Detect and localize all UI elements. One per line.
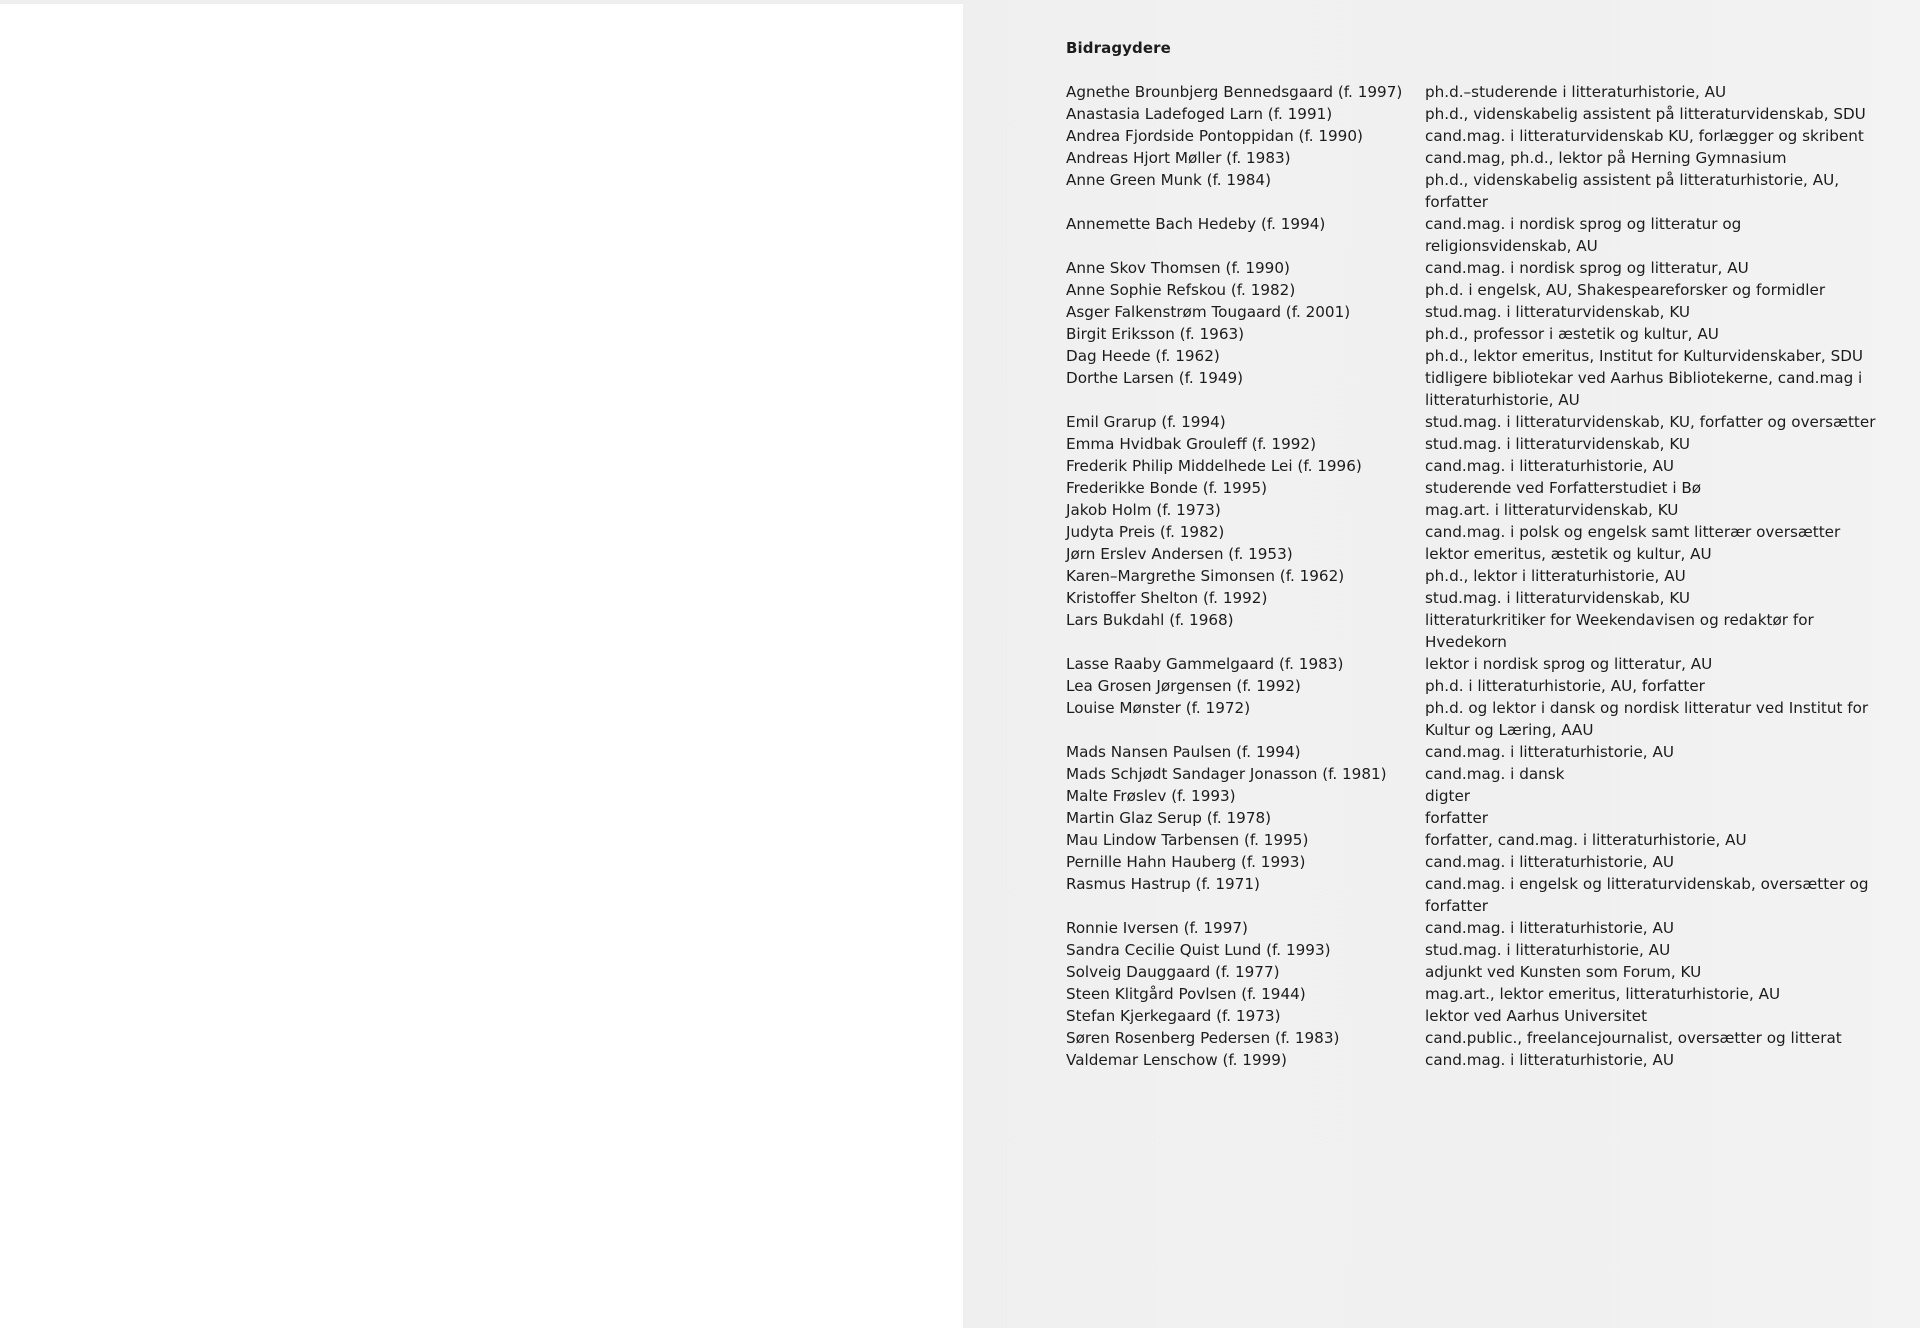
contributor-row: [1066, 785, 1886, 807]
contributor-name: Annemette Bach Hedeby (f. 1994): [1066, 215, 1326, 233]
contributor-row: [1066, 301, 1886, 323]
contributor-row: [1066, 565, 1886, 587]
contributor-role: cand.mag. i litteraturvidenskab KU, forlægger og skribent: [1425, 127, 1864, 145]
contributor-row: [1066, 411, 1886, 433]
contributor-row: [1066, 455, 1886, 477]
contributor-role: tidligere bibliotekar ved Aarhus Bibliotekerne, cand.mag i litteraturhistorie, AU: [1425, 369, 1863, 409]
contributor-role: cand.mag, ph.d., lektor på Herning Gymnasium: [1425, 149, 1787, 167]
contributor-row: [1066, 741, 1886, 763]
contributor-name: Mads Nansen Paulsen (f. 1994): [1066, 743, 1301, 761]
contributor-name: Lasse Raaby Gammelgaard (f. 1983): [1066, 655, 1344, 673]
contributor-name: Malte Frøslev (f. 1993): [1066, 787, 1236, 805]
contributor-name: Martin Glaz Serup (f. 1978): [1066, 809, 1272, 827]
contributor-row: [1066, 521, 1886, 543]
contributor-name: Anastasia Ladefoged Larn (f. 1991): [1066, 105, 1333, 123]
contributor-row: [1066, 807, 1886, 829]
contributor-row: [1066, 829, 1886, 851]
contributor-role: ph.d. i litteraturhistorie, AU, forfatter: [1425, 677, 1705, 695]
contributor-role: cand.mag. i polsk og engelsk samt litterær oversætter: [1425, 523, 1841, 541]
contributor-name: Valdemar Lenschow (f. 1999): [1066, 1051, 1287, 1069]
contributor-row: [1066, 609, 1886, 653]
contributor-name: Lea Grosen Jørgensen (f. 1992): [1066, 677, 1301, 695]
contributor-name: Jakob Holm (f. 1973): [1066, 501, 1221, 519]
contributor-name: Louise Mønster (f. 1972): [1066, 699, 1251, 717]
contributor-row: [1066, 543, 1886, 565]
contributor-role: stud.mag. i litteraturvidenskab, KU: [1425, 303, 1691, 321]
contributor-name: Rasmus Hastrup (f. 1971): [1066, 875, 1260, 893]
contributor-role: ph.d., videnskabelig assistent på litteraturhistorie, AU, forfatter: [1425, 171, 1840, 211]
contributor-role: digter: [1425, 787, 1471, 805]
contributor-name: Jørn Erslev Andersen (f. 1953): [1066, 545, 1293, 563]
contributor-name: Anne Green Munk (f. 1984): [1066, 171, 1272, 189]
contributor-role: cand.mag. i litteraturhistorie, AU: [1425, 853, 1674, 871]
contributor-row: [1066, 213, 1886, 257]
contributor-role: stud.mag. i litteraturvidenskab, KU, forfatter og oversætter: [1425, 413, 1876, 431]
contributor-role: cand.public., freelancejournalist, oversætter og litterat: [1425, 1029, 1842, 1047]
contributor-role: ph.d., professor i æstetik og kultur, AU: [1425, 325, 1719, 343]
contributor-row: [1066, 433, 1886, 455]
contributor-name: Kristoffer Shelton (f. 1992): [1066, 589, 1268, 607]
contributor-row: [1066, 1005, 1886, 1027]
contributors-section: [1066, 38, 1886, 1071]
contributor-name: Anne Skov Thomsen (f. 1990): [1066, 259, 1290, 277]
contributor-role: cand.mag. i nordisk sprog og litteratur og religionsvidenskab, AU: [1425, 215, 1742, 255]
contributor-name: Ronnie Iversen (f. 1997): [1066, 919, 1248, 937]
contributor-role: cand.mag. i litteraturhistorie, AU: [1425, 743, 1674, 761]
contributor-name: Pernille Hahn Hauberg (f. 1993): [1066, 853, 1306, 871]
contributor-role: mag.art. i litteraturvidenskab, KU: [1425, 501, 1679, 519]
contributor-row: [1066, 917, 1886, 939]
contributor-row: [1066, 653, 1886, 675]
contributor-row: [1066, 323, 1886, 345]
contributor-name: Andrea Fjordside Pontoppidan (f. 1990): [1066, 127, 1363, 145]
contributor-role: stud.mag. i litteraturvidenskab, KU: [1425, 435, 1691, 453]
contributor-row: [1066, 279, 1886, 301]
contributor-role: cand.mag. i litteraturhistorie, AU: [1425, 1051, 1674, 1069]
contributor-row: [1066, 367, 1886, 411]
contributor-role: ph.d. og lektor i dansk og nordisk litteratur ved Institut for Kultur og Læring, AAU: [1425, 699, 1869, 739]
page-title: Bidragydere: [1066, 39, 1171, 57]
contributor-row: [1066, 125, 1886, 147]
contributor-row: [1066, 961, 1886, 983]
contributor-name: Anne Sophie Refskou (f. 1982): [1066, 281, 1296, 299]
contributor-name: Steen Klitgård Povlsen (f. 1944): [1066, 985, 1306, 1003]
contributor-name: Frederikke Bonde (f. 1995): [1066, 479, 1268, 497]
contributor-role: lektor emeritus, æstetik og kultur, AU: [1425, 545, 1712, 563]
contributor-role: lektor i nordisk sprog og litteratur, AU: [1425, 655, 1713, 673]
contributor-row: [1066, 939, 1886, 961]
contributor-name: Frederik Philip Middelhede Lei (f. 1996): [1066, 457, 1362, 475]
contributor-role: lektor ved Aarhus Universitet: [1425, 1007, 1648, 1025]
contributor-role: cand.mag. i litteraturhistorie, AU: [1425, 919, 1674, 937]
contributor-row: [1066, 477, 1886, 499]
contributor-row: [1066, 675, 1886, 697]
contributor-role: forfatter: [1425, 809, 1489, 827]
contributor-role: cand.mag. i litteraturhistorie, AU: [1425, 457, 1674, 475]
contributor-row: [1066, 983, 1886, 1005]
contributor-role: adjunkt ved Kunsten som Forum, KU: [1425, 963, 1702, 981]
contributor-name: Dorthe Larsen (f. 1949): [1066, 369, 1244, 387]
contributor-row: [1066, 587, 1886, 609]
contributor-name: Mads Schjødt Sandager Jonasson (f. 1981): [1066, 765, 1387, 783]
contributor-role: studerende ved Forfatterstudiet i Bø: [1425, 479, 1702, 497]
contributor-name: Birgit Eriksson (f. 1963): [1066, 325, 1245, 343]
contributor-name: Agnethe Brounbjerg Bennedsgaard (f. 1997): [1066, 83, 1403, 101]
contributor-role: litteraturkritiker for Weekendavisen og redaktør for Hvedekorn: [1425, 611, 1814, 651]
contributor-role: ph.d.–studerende i litteraturhistorie, AU: [1425, 83, 1727, 101]
contributor-row: [1066, 81, 1886, 103]
contributor-row: [1066, 1049, 1886, 1071]
contributor-role: cand.mag. i nordisk sprog og litteratur, AU: [1425, 259, 1749, 277]
contributor-role: ph.d. i engelsk, AU, Shakespeareforsker og formidler: [1425, 281, 1826, 299]
contributor-role: mag.art., lektor emeritus, litteraturhistorie, AU: [1425, 985, 1781, 1003]
contributor-role: ph.d., videnskabelig assistent på litteraturvidenskab, SDU: [1425, 105, 1866, 123]
contributor-row: [1066, 103, 1886, 125]
contributor-role: ph.d., lektor i litteraturhistorie, AU: [1425, 567, 1686, 585]
contributor-role: cand.mag. i dansk: [1425, 765, 1565, 783]
contributor-name: Emma Hvidbak Grouleff (f. 1992): [1066, 435, 1317, 453]
contributor-row: [1066, 147, 1886, 169]
contributor-name: Søren Rosenberg Pedersen (f. 1983): [1066, 1029, 1340, 1047]
contributor-name: Dag Heede (f. 1962): [1066, 347, 1220, 365]
contributor-row: [1066, 345, 1886, 367]
contributor-role: stud.mag. i litteraturhistorie, AU: [1425, 941, 1671, 959]
contributor-name: Lars Bukdahl (f. 1968): [1066, 611, 1234, 629]
contributor-row: [1066, 697, 1886, 741]
contributor-row: [1066, 257, 1886, 279]
contributors-list: [1066, 81, 1886, 1071]
contributor-name: Karen–Margrethe Simonsen (f. 1962): [1066, 567, 1345, 585]
contributor-row: [1066, 763, 1886, 785]
contributor-name: Mau Lindow Tarbensen (f. 1995): [1066, 831, 1309, 849]
contributor-role: stud.mag. i litteraturvidenskab, KU: [1425, 589, 1691, 607]
contributor-role: cand.mag. i engelsk og litteraturvidenskab, oversætter og forfatter: [1425, 875, 1869, 915]
contributor-role: forfatter, cand.mag. i litteraturhistorie, AU: [1425, 831, 1747, 849]
contributor-name: Emil Grarup (f. 1994): [1066, 413, 1226, 431]
contributor-row: [1066, 169, 1886, 213]
contributor-row: [1066, 1027, 1886, 1049]
contributor-name: Andreas Hjort Møller (f. 1983): [1066, 149, 1291, 167]
contributor-name: Sandra Cecilie Quist Lund (f. 1993): [1066, 941, 1331, 959]
contributor-name: Solveig Dauggaard (f. 1977): [1066, 963, 1280, 981]
contributor-name: Judyta Preis (f. 1982): [1066, 523, 1225, 541]
contributor-name: Asger Falkenstrøm Tougaard (f. 2001): [1066, 303, 1351, 321]
contributor-role: ph.d., lektor emeritus, Institut for Kulturvidenskaber, SDU: [1425, 347, 1864, 365]
contributor-row: [1066, 873, 1886, 917]
contributor-name: Stefan Kjerkegaard (f. 1973): [1066, 1007, 1281, 1025]
contributor-row: [1066, 851, 1886, 873]
contributor-row: [1066, 499, 1886, 521]
